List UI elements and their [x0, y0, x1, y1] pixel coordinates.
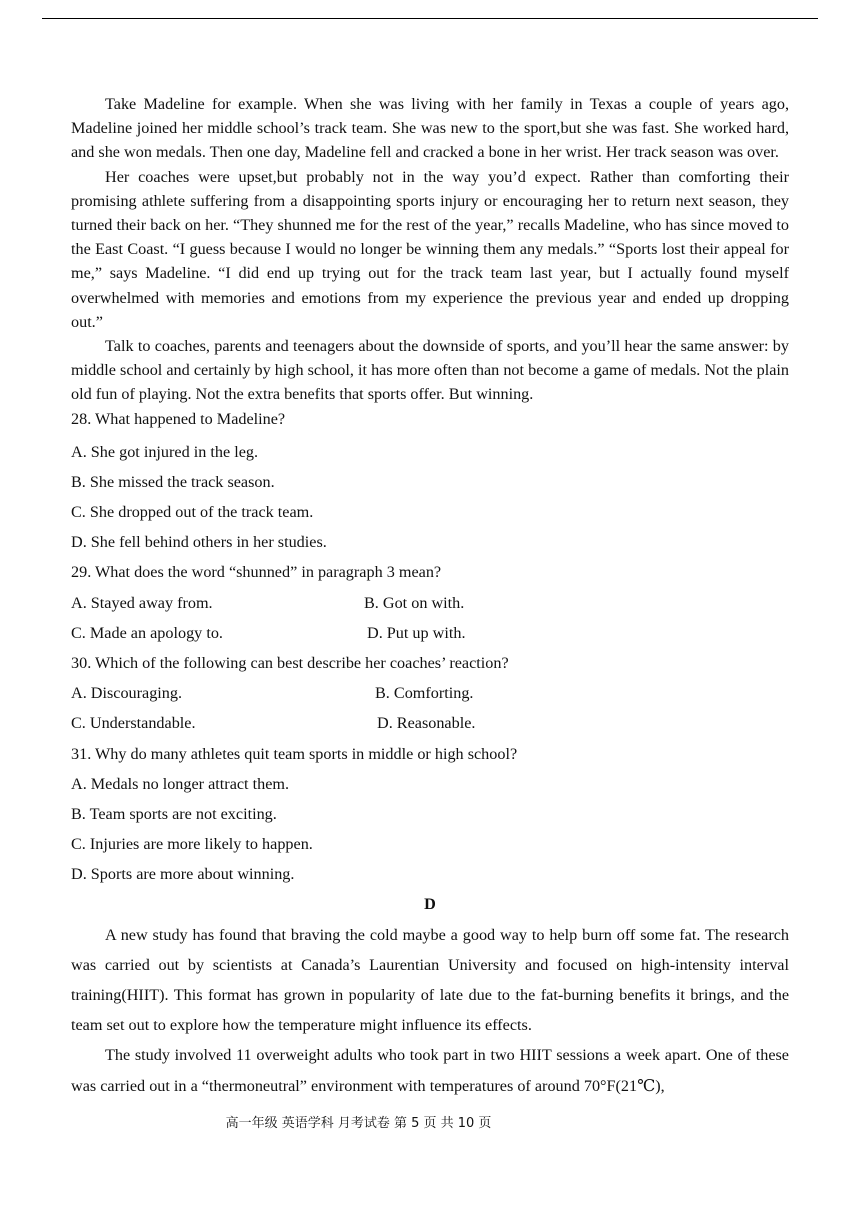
option-c[interactable]: C. Injuries are more likely to happen. — [71, 835, 313, 854]
passage-paragraph: The study involved 11 overweight adults who took part in two HIIT sessions a week apart. One of these was carried out in a “thermoneutral” environment with temperatures of around 70°F(21℃), — [71, 1046, 789, 1095]
exam-page-content — [71, 92, 789, 1101]
option-b[interactable]: B. She missed the track season. — [71, 472, 275, 491]
option-c[interactable]: C. Made an apology to. — [71, 623, 223, 642]
question-stem: 31. Why do many athletes quit team sports in middle or high school? — [71, 744, 518, 763]
question-29 — [71, 557, 789, 648]
header-rule — [42, 18, 818, 19]
option-a[interactable]: A. She got injured in the leg. — [71, 442, 259, 461]
option-d[interactable]: D. Reasonable. — [377, 714, 476, 733]
option-a[interactable]: A. Discouraging. — [71, 684, 183, 703]
option-a[interactable]: A. Medals no longer attract them. — [71, 774, 290, 793]
question-stem: 29. What does the word “shunned” in paragraph 3 mean? — [71, 563, 442, 582]
section-d-heading: D — [424, 895, 436, 914]
option-c[interactable]: C. She dropped out of the track team. — [71, 503, 314, 522]
question-stem: 30. Which of the following can best describe her coaches’ reaction? — [71, 653, 509, 672]
passage-paragraph: Talk to coaches, parents and teenagers about the downside of sports, and you’ll hear the same answer: by middle school and certainly by high school, it has more often than not become a game of medals. Not the plain old fun of playing. Not the extra benefits that sports offer. But winning. — [71, 337, 789, 404]
option-c[interactable]: C. Understandable. — [71, 714, 196, 733]
option-d[interactable]: D. She fell behind others in her studies. — [71, 533, 327, 552]
option-b[interactable]: B. Got on with. — [364, 593, 465, 612]
passage-paragraph: A new study has found that braving the cold maybe a good way to help burn off some fat. The research was carried out by scientists at Canada’s Laurentian University and focused on high-intensity interval training(HIIT). This format has grown in popularity of late due to the fat-burning benefits it brings, and the team set out to explore how the temperature might influence its effects. — [71, 925, 789, 1035]
page-footer: 高一年级 英语学科 月考试卷 第 5 页 共 10 页 — [225, 1116, 492, 1131]
question-30 — [71, 648, 789, 739]
question-stem: 28. What happened to Madeline? — [71, 409, 286, 428]
question-28 — [71, 407, 789, 558]
option-b[interactable]: B. Comforting. — [375, 684, 474, 703]
passage-paragraph: Take Madeline for example. When she was living with her family in Texas a couple of years ago, Madeline joined her middle school’s track team. She was new to the sport,but she was fast. She worked hard, and she won medals. Then one day, Madeline fell and cracked a bone in her wrist. Her track season was over. — [71, 95, 789, 162]
passage-paragraph: Her coaches were upset,but probably not in the way you’d expect. Rather than comforting their promising athlete suffering from a disappointing sports injury or encouraging her to return next season, they turned their back on her. “They shunned me for the rest of the year,” recalls Madeline, who has since moved to the East Coast. “I guess because I would no longer be winning them any medals.” “Sports lost their appeal for me,” says Madeline. “I did end up trying out for the track team last year, but I actually found myself overwhelmed with memories and emotions from my experience the previous year and ended up dropping out.” — [71, 167, 789, 331]
option-d[interactable]: D. Put up with. — [367, 623, 466, 642]
option-a[interactable]: A. Stayed away from. — [71, 593, 213, 612]
question-31 — [71, 739, 789, 890]
option-b[interactable]: B. Team sports are not exciting. — [71, 804, 277, 823]
option-d[interactable]: D. Sports are more about winning. — [71, 865, 295, 884]
